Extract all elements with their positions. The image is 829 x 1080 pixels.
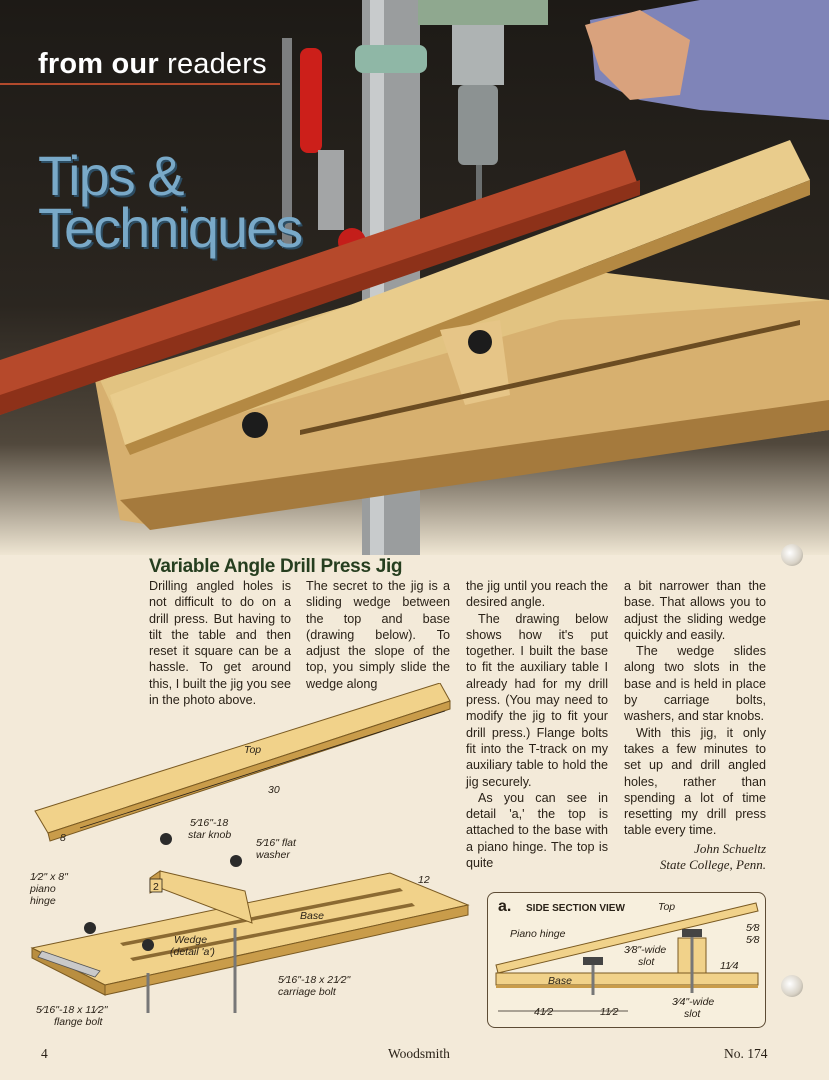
label-dim-8: 8 xyxy=(60,832,66,844)
label-part-2: 2 xyxy=(153,881,159,893)
label-washer: 5⁄16" flat xyxy=(256,837,296,849)
text-column-2 xyxy=(306,578,450,692)
issue-number: No. 174 xyxy=(724,1046,768,1061)
section-label xyxy=(38,48,267,81)
paragraph: Drilling angled holes is not difficult to do on a drill press. But having to tilt the table and then reset it square can be a hassle. To get around this, I built the jig you see in the photo above. xyxy=(149,579,291,708)
label-wedge-2: (detail 'a') xyxy=(170,946,215,958)
star-knob-icon xyxy=(84,922,96,934)
detail-label-hinge: Piano hinge xyxy=(510,928,566,940)
section-label-bold: from our xyxy=(38,48,159,80)
detail-label-slot2: 3⁄4"-wide xyxy=(672,996,715,1008)
dimension-line xyxy=(80,711,445,828)
detail-label-slot: 3⁄8"-wide xyxy=(624,944,667,956)
label-hinge-2: piano xyxy=(30,883,56,895)
paragraph: the jig until you reach the desired angle. xyxy=(466,579,608,610)
detail-label-slot-2: slot xyxy=(638,956,655,968)
header-rule xyxy=(0,83,280,85)
detail-dim-e: 11⁄2 xyxy=(600,1006,619,1018)
detail-dim-a: 5⁄8 xyxy=(746,922,760,934)
label-washer-2: washer xyxy=(256,849,290,861)
paragraph: a bit narrower than the base. That allows you to adjust the sliding wedge quickly and easily. xyxy=(624,579,766,642)
paragraph: The wedge slides along two slots in the base and is held in place by carriage bolts, washers, and star knobs. xyxy=(624,644,766,724)
detail-marker: a. xyxy=(498,898,512,915)
label-star-knob: 5⁄16"-18 xyxy=(190,817,229,829)
label-wedge: Wedge xyxy=(174,934,208,946)
paragraph: The drawing below shows how it's put together. I built the base to fit the auxiliary table I already had for my drill press. (You may need to modify the jig to fit your drill press.) Flange bolts fit into the T-track on my auxiliary table to hold the jig securely. xyxy=(466,611,608,789)
page-title xyxy=(38,144,368,259)
star-knob-icon xyxy=(230,855,242,867)
paragraph: The secret to the jig is a sliding wedge between the top and base (drawing below). To adjust the slope of the top, you simply slide the wedge along xyxy=(306,579,450,691)
label-carriage: 5⁄16"-18 x 21⁄2" xyxy=(278,974,351,986)
label-star-knob-2: star knob xyxy=(188,829,232,841)
star-knob-icon xyxy=(160,833,172,845)
star-knob-icon xyxy=(142,939,154,951)
label-dim-12: 12 xyxy=(418,874,430,886)
label-flange: 5⁄16"-18 x 11⁄2" xyxy=(36,1004,108,1016)
detail-dim-b: 5⁄8 xyxy=(746,934,760,946)
label-top: Top xyxy=(244,744,262,756)
label-hinge-3: hinge xyxy=(30,895,56,907)
side-section-drawing xyxy=(488,893,765,1027)
text-column-3 xyxy=(466,578,608,871)
detail-dim-d: 41⁄2 xyxy=(534,1006,554,1018)
page-number: 4 xyxy=(41,1046,48,1061)
label-hinge-1: 1⁄2" x 8" xyxy=(30,871,68,883)
detail-label-top: Top xyxy=(658,901,676,913)
detail-a-box xyxy=(487,892,766,1028)
binder-hole-icon xyxy=(781,975,803,997)
author-name: John Schueltz xyxy=(694,840,766,856)
paragraph: With this jig, it only takes a few minutes to set up and drill angled holes, rather than spending a lot of time resetting my drill press table every time. xyxy=(624,725,766,838)
label-carriage-2: carriage bolt xyxy=(278,986,336,998)
title-line-1: Tips & xyxy=(38,144,183,207)
label-flange-2: flange bolt xyxy=(54,1016,103,1028)
title-line-2: Techniques xyxy=(38,196,302,259)
magazine-name: Woodsmith xyxy=(388,1046,450,1061)
section-label-light: readers xyxy=(167,48,267,80)
detail-label-base: Base xyxy=(548,975,572,987)
detail-label-slot2-2: slot xyxy=(684,1008,701,1020)
article-title: Variable Angle Drill Press Jig xyxy=(149,556,403,577)
paragraph: As you can see in detail 'a,' the top is attached to the base with a piano hinge. The top is quite xyxy=(466,790,608,871)
binder-hole-icon xyxy=(781,544,803,566)
author-location: State College, Penn. xyxy=(659,856,766,872)
detail-dim-c: 11⁄4 xyxy=(720,960,739,972)
detail-title: SIDE SECTION VIEW xyxy=(526,903,625,914)
exploded-drawing xyxy=(20,683,480,1028)
text-column-4 xyxy=(624,578,766,873)
label-dim-30: 30 xyxy=(268,784,280,796)
label-base: Base xyxy=(300,910,324,922)
